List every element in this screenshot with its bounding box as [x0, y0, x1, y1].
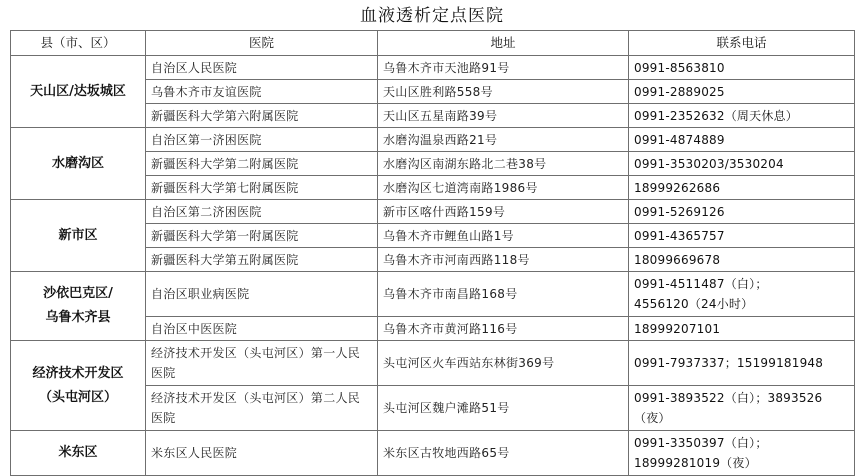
county-label: 天山区/达坂城区 — [30, 83, 126, 99]
column-header-county: 县（市、区） — [11, 31, 146, 56]
phone-number: （夜） — [634, 411, 671, 425]
county-label: （头屯河区） — [38, 389, 117, 405]
county-label: 新市区 — [58, 227, 98, 243]
hospital-cell: 经济技术开发区（头屯河区）第二人民医院 — [146, 386, 378, 431]
hospital-cell: 米东区人民医院 — [146, 431, 378, 476]
page-title: 血液透析定点医院 — [360, 6, 504, 26]
table-row — [11, 128, 855, 152]
phone-cell — [629, 176, 855, 200]
hospital-cell: 自治区中医医院 — [146, 317, 378, 341]
phone-cell — [629, 80, 855, 104]
phone-cell — [629, 272, 855, 317]
address-cell: 水磨沟区南湖东路北二巷38号 — [378, 152, 629, 176]
address-cell: 头屯河区火车西站东林街369号 — [378, 341, 629, 386]
phone-number: 0991-8563810 — [634, 60, 725, 75]
hospital-cell: 自治区第一济困医院 — [146, 128, 378, 152]
county-label: 乌鲁木齐县 — [45, 310, 111, 325]
hospital-cell: 经济技术开发区（头屯河区）第一人民医院 — [146, 341, 378, 386]
phone-cell — [629, 317, 855, 341]
county-cell — [11, 128, 146, 200]
phone-cell — [629, 104, 855, 128]
address-cell: 乌鲁木齐市天池路91号 — [378, 56, 629, 80]
phone-number: 0991-2352632（周天休息） — [634, 108, 798, 123]
phone-number: 0991-4511487（白）； — [634, 277, 768, 291]
table-row — [11, 341, 855, 386]
county-label: 米东区 — [58, 445, 98, 460]
phone-cell — [629, 200, 855, 224]
address-cell: 米东区古牧地西路65号 — [378, 431, 629, 476]
address-cell: 乌鲁木齐市黄河路116号 — [378, 317, 629, 341]
phone-number: 0991-5269126 — [634, 204, 725, 219]
address-cell: 头屯河区魏户滩路51号 — [378, 386, 629, 431]
hospital-cell: 新疆医科大学第七附属医院 — [146, 176, 378, 200]
address-cell: 乌鲁木齐市河南西路118号 — [378, 248, 629, 272]
phone-number: 18999281019（夜） — [634, 456, 757, 470]
hospital-cell: 新疆医科大学第六附属医院 — [146, 104, 378, 128]
hospital-cell: 乌鲁木齐市友谊医院 — [146, 80, 378, 104]
hospital-table — [10, 30, 855, 476]
county-label: 沙依巴克区/ — [43, 286, 113, 301]
phone-number: 0991-3530203/3530204 — [634, 156, 784, 171]
address-cell: 新市区喀什西路159号 — [378, 200, 629, 224]
phone-cell — [629, 56, 855, 80]
phone-number: 4556120（24小时） — [634, 297, 754, 311]
address-cell: 天山区胜利路558号 — [378, 80, 629, 104]
county-cell — [11, 272, 146, 341]
phone-number: 18099669678 — [634, 252, 721, 267]
table-body — [11, 56, 855, 476]
table-row — [11, 56, 855, 80]
column-header-phone: 联系电话 — [629, 31, 855, 56]
phone-number: 0991-4874889 — [634, 132, 725, 147]
phone-cell — [629, 152, 855, 176]
phone-number: 0991-3893522（白）；3893526 — [634, 391, 823, 405]
county-cell — [11, 431, 146, 476]
hospital-cell: 自治区第二济困医院 — [146, 200, 378, 224]
county-cell — [11, 341, 146, 431]
county-label: 经济技术开发区 — [32, 365, 124, 381]
address-cell: 乌鲁木齐市鲤鱼山路1号 — [378, 224, 629, 248]
phone-cell — [629, 248, 855, 272]
phone-number: 0991-7937337；15199181948 — [634, 356, 824, 370]
hospital-cell: 自治区职业病医院 — [146, 272, 378, 317]
phone-number: 18999207101 — [634, 321, 721, 336]
table-row — [11, 272, 855, 317]
address-cell: 水磨沟区七道湾南路1986号 — [378, 176, 629, 200]
address-cell: 乌鲁木齐市南昌路168号 — [378, 272, 629, 317]
table-header-row — [11, 31, 855, 56]
column-header-hospital: 医院 — [146, 31, 378, 56]
phone-number: 0991-4365757 — [634, 228, 725, 243]
table-row — [11, 431, 855, 476]
hospital-cell: 自治区人民医院 — [146, 56, 378, 80]
phone-cell — [629, 341, 855, 386]
hospital-cell: 新疆医科大学第五附属医院 — [146, 248, 378, 272]
county-cell — [11, 200, 146, 272]
county-cell — [11, 56, 146, 128]
table-row — [11, 200, 855, 224]
address-cell: 水磨沟温泉西路21号 — [378, 128, 629, 152]
phone-number: 0991-2889025 — [634, 84, 725, 99]
phone-cell — [629, 128, 855, 152]
address-cell: 天山区五星南路39号 — [378, 104, 629, 128]
phone-cell — [629, 224, 855, 248]
phone-number: 0991-3350397（白）； — [634, 436, 768, 450]
hospital-cell: 新疆医科大学第一附属医院 — [146, 224, 378, 248]
phone-cell — [629, 431, 855, 476]
column-header-address: 地址 — [378, 31, 629, 56]
phone-cell — [629, 386, 855, 431]
hospital-cell: 新疆医科大学第二附属医院 — [146, 152, 378, 176]
phone-number: 18999262686 — [634, 180, 721, 195]
county-label: 水磨沟区 — [51, 155, 104, 171]
